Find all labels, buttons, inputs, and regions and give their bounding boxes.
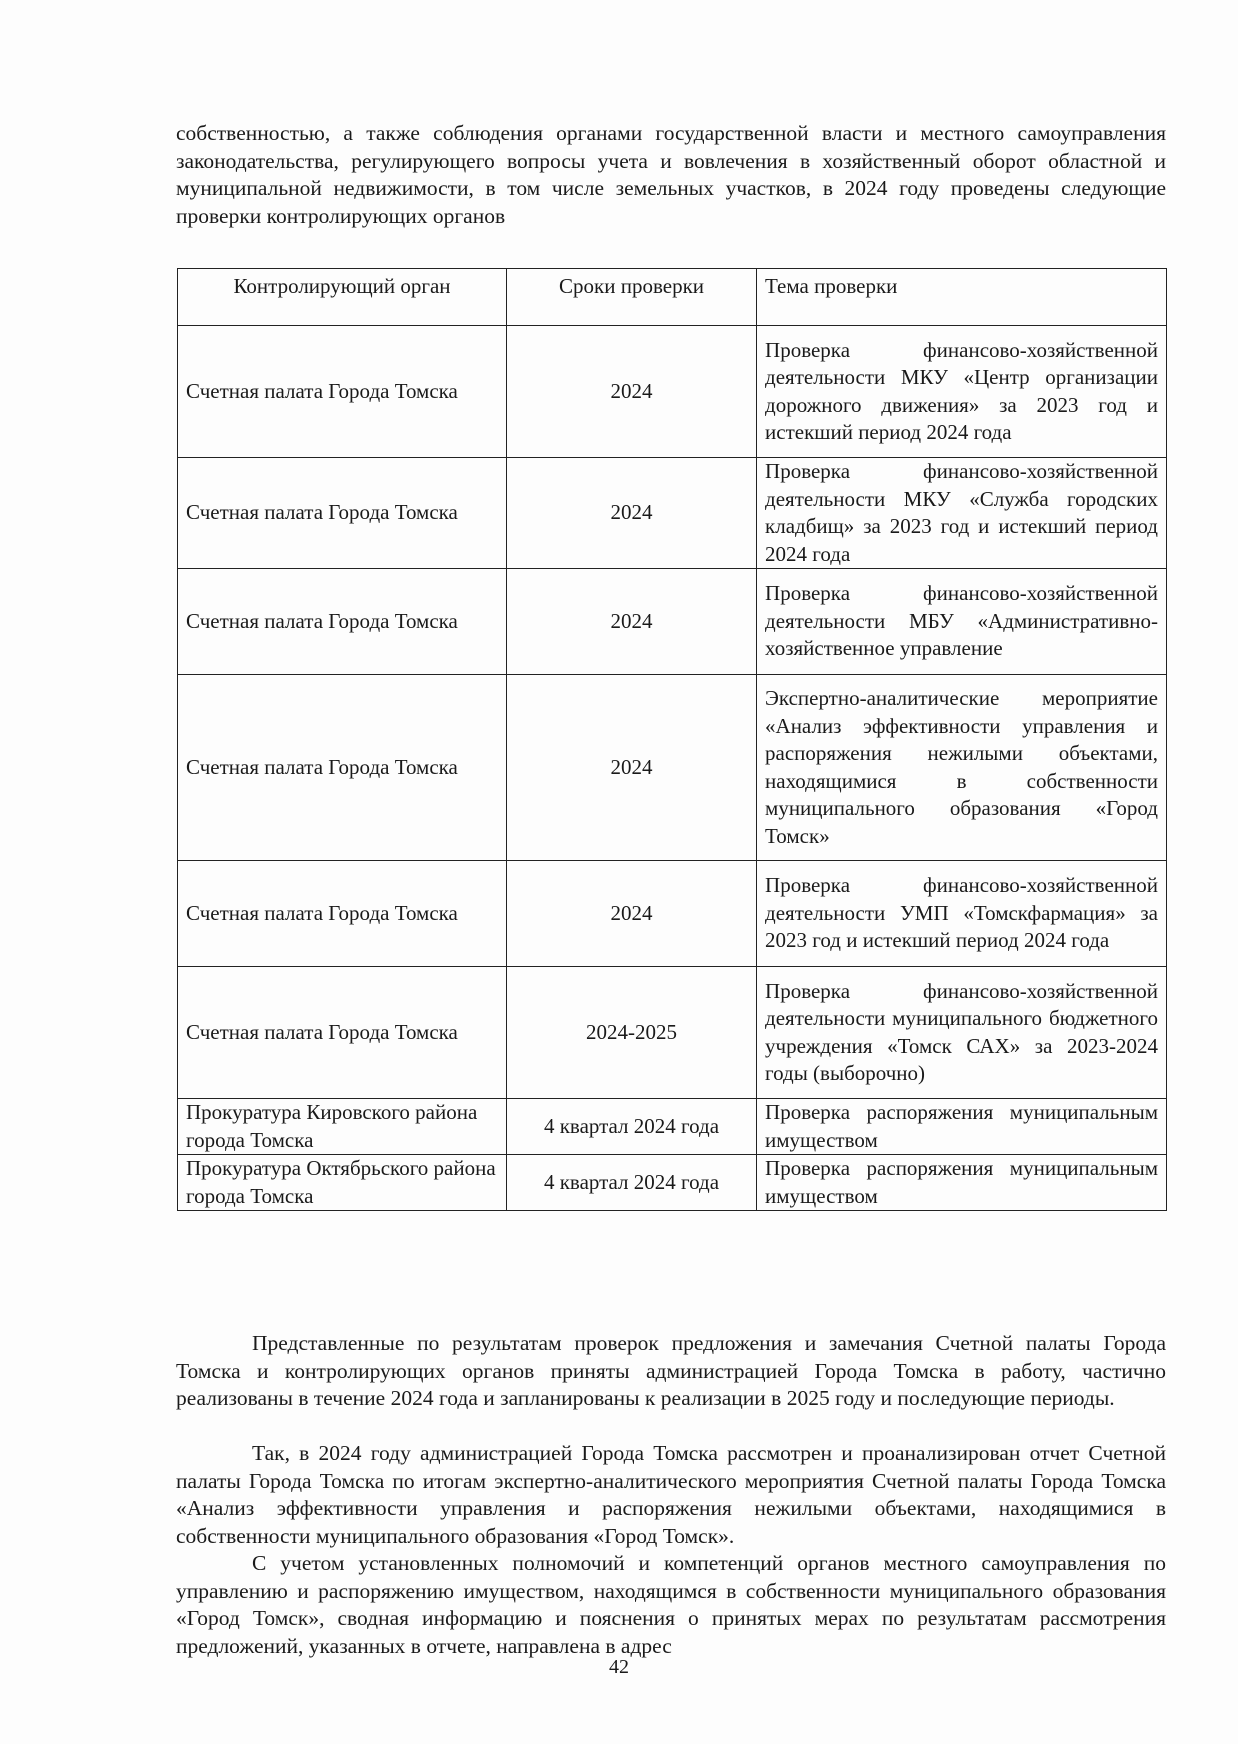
cell-body: Счетная палата Города Томска [178,861,507,967]
cell-period: 2024 [507,326,757,458]
cell-body: Счетная палата Города Томска [178,458,507,569]
cell-period: 2024 [507,861,757,967]
cell-body: Счетная палата Города Томска [178,326,507,458]
table-row [178,569,1167,675]
table-row [178,326,1167,458]
cell-topic: Проверка распоряжения муниципальным имуществом [757,1099,1167,1155]
paragraph-proposals: Представленные по результатам проверок предложения и замечания Счетной палаты Города Томска и контролирующих органов приняты администрацией Города Томска в работу, частично реализованы в течение 2024 года и запланированы к реализации в 2025 году и последующие периоды. [176,1331,1166,1410]
intro-paragraph: собственностью, а также соблюдения органами государственной власти и местного самоуправления законодательства, регулирующего вопросы учета и вовлечения в хозяйственный оборот областной и муниципальной недвижимости, в том числе земельных участков, в 2024 году проведены следующие проверки контролирующих органов [176,121,1166,228]
cell-period: 4 квартал 2024 года [507,1099,757,1155]
cell-body: Прокуратура Кировского района города Томска [178,1099,507,1155]
cell-topic: Проверка финансово-хозяйственной деятельности муниципального бюджетного учреждения «Томск САХ» за 2023-2024 годы (выборочно) [757,967,1167,1099]
cell-topic: Проверка финансово-хозяйственной деятельности МБУ «Административно-хозяйственное управление [757,569,1167,675]
table-header-row [178,269,1167,326]
header-topic: Тема проверки [757,269,1167,326]
cell-topic: Проверка финансово-хозяйственной деятельности УМП «Томскфармация» за 2023 год и истекший период 2024 года [757,861,1167,967]
table-row [178,1155,1167,1211]
table-row [178,675,1167,861]
cell-topic: Проверка распоряжения муниципальным имуществом [757,1155,1167,1211]
table-row [178,458,1167,569]
table-row [178,967,1167,1099]
cell-period: 2024 [507,458,757,569]
header-controlling-body: Контролирующий орган [178,269,507,326]
cell-topic: Проверка финансово-хозяйственной деятельности МКУ «Служба городских кладбищ» за 2023 год и истекший период 2024 года [757,458,1167,569]
paragraph-summary-info: С учетом установленных полномочий и компетенций органов местного самоуправления по управлению и распоряжению имуществом, находящимся в собственности муниципального образования «Город Томск», сводная информацию и пояснения о принятых мерах по результатам рассмотрения предложений, указанных в отчете, направлена в адрес [176,1551,1166,1658]
cell-period: 4 квартал 2024 года [507,1155,757,1211]
cell-body: Прокуратура Октябрьского района города Томска [178,1155,507,1211]
cell-period: 2024 [507,569,757,675]
cell-body: Счетная палата Города Томска [178,675,507,861]
paragraph-report-review: Так, в 2024 году администрацией Города Томска рассмотрен и проанализирован отчет Счетной палаты Города Томска по итогам экспертно-аналитического мероприятия Счетной палаты Города Томска «Анализ эффективности управления и распоряжения нежилыми объектами, находящимися в собственности муниципального образования «Город Томск». [176,1441,1166,1548]
cell-topic: Экспертно-аналитические мероприятие «Анализ эффективности управления и распоряжения нежилыми объектами, находящимися в собственности муниципального образования «Город Томск» [757,675,1167,861]
cell-topic: Проверка финансово-хозяйственной деятельности МКУ «Центр организации дорожного движения» за 2023 год и истекший период 2024 года [757,326,1167,458]
page-number: 42 [609,1656,629,1678]
table-row [178,1099,1167,1155]
table-row [178,861,1167,967]
cell-period: 2024-2025 [507,967,757,1099]
cell-period: 2024 [507,675,757,861]
cell-body: Счетная палата Города Томска [178,967,507,1099]
inspections-table [177,268,1167,1211]
cell-body: Счетная палата Города Томска [178,569,507,675]
header-period: Сроки проверки [507,269,757,326]
